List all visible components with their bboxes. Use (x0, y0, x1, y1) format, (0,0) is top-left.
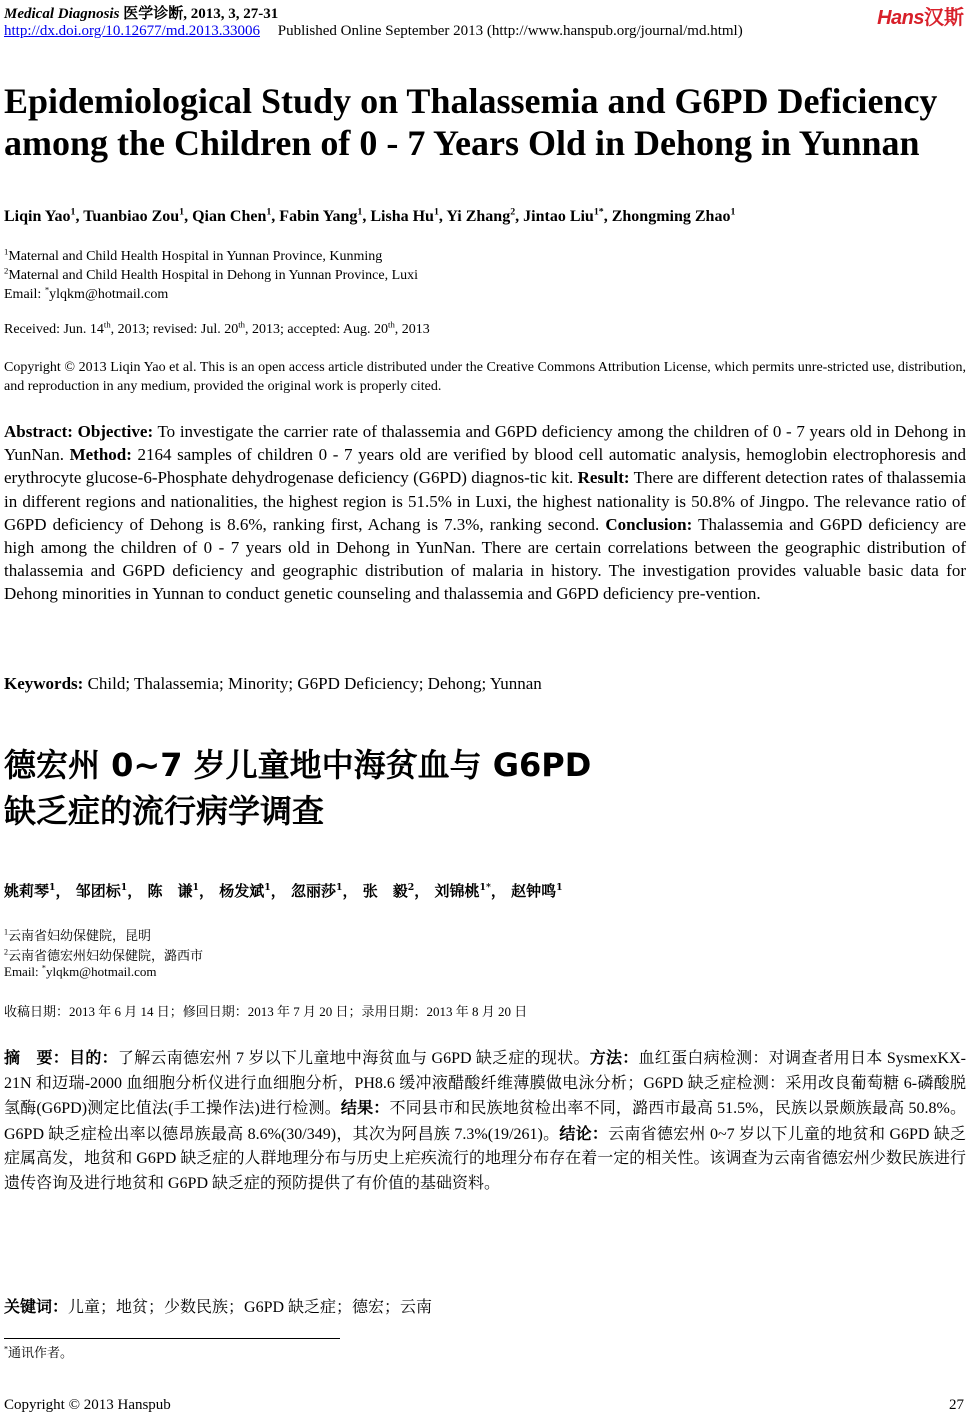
author-cn: 刘锦桃$^{1*}$， (434, 882, 506, 900)
received-dates: Received: Jun. 14th, 2013; revised: Jul. 20th, 2013; accepted: Aug. 20th, 2013 (4, 319, 430, 337)
affiliation-1: $^1$Maternal and Child Health Hospital in Yunnan Province, Kunming (4, 246, 383, 264)
objective-cn-label: 目的： (69, 1048, 118, 1067)
author-cn: 陈 谦$^1$， (147, 882, 215, 900)
author-cn: 张 毅$^2$， (362, 882, 430, 900)
affiliation-2: $^2$Maternal and Child Health Hospital in Dehong in Yunnan Province, Luxi (4, 265, 419, 283)
affiliation-cn-1: $^1$云南省妇幼保健院，昆明 (4, 927, 152, 943)
abstract-en (4, 420, 966, 606)
affiliation-cn-2: $^2$云南省德宏州妇幼保健院，潞西市 (4, 947, 204, 963)
email-en: Email: *ylqkm@hotmail.com (4, 284, 169, 302)
title-cn (4, 742, 591, 834)
author: Tuanbiao Zou$^1$, (83, 206, 193, 225)
author-cn: 忽丽莎$^1$， (291, 882, 358, 900)
email-cn: Email: *ylqkm@hotmail.com (4, 963, 157, 979)
method-cn-label: 方法： (589, 1048, 639, 1067)
objective-label: Objective: (77, 422, 154, 441)
title-cn-line1: 德宏州 0~7 岁儿童地中海贫血与 G6PD (4, 746, 592, 784)
conclusion-label: Conclusion: (605, 514, 693, 534)
author-cn: 邹团标$^1$， (75, 882, 143, 900)
author-cn: 姚莉琴$^1$， (4, 882, 71, 900)
author: Qian Chen$^1$, (192, 206, 280, 225)
dates-cn: 收稿日期：2013 年 6 月 14 日；修回日期：2013 年 7 月 20 日；录用日期：2013 年 8 月 20 日 (4, 1004, 528, 1019)
author: Liqin Yao$^1$, (4, 206, 84, 225)
result-cn-label: 结果： (340, 1098, 390, 1118)
conclusion-text: Thalassemia and G6PD deficiency are high among the children of 0 - 7 years old in Dehong in YunNan. There are certain correlations between the geographic distribution of thalassemia and G6PD deficiency and geographic distribution of malaria in history. The investigation provides valuable basic data for Dehong minorities in Yunnan to conduct genetic counseling and thalassemia and G6PD deficiency pre-vention. (4, 514, 966, 604)
method-label: Method: (69, 445, 132, 465)
title-cn-line2: 缺乏症的流行病学调查 (4, 792, 325, 830)
result-text: There are different detection rates of thalassemia in different regions and nationalities, the highest region is 51.5% in Luxi, the highest nationality is 50.8% of Jingpo. The relevance ratio of G6PD deficiency of Dehong is 8.6%, ranking first, Achang is 7.3%, ranking second. (4, 468, 966, 534)
title-en: Epidemiological Study on Thalassemia and G6PD Deficiency among the Children of 0 - 7 Years Old in Dehong in Yunnan (4, 81, 938, 163)
abstract-cn-label: 摘 要： (4, 1048, 70, 1067)
author-cn: 赵钟鸣$^1$ (511, 882, 563, 900)
author: Fabin Yang$^1$, (279, 206, 371, 225)
published-online: Published Online September 2013 (http://www.hanspub.org/journal/md.html) (277, 23, 743, 39)
logo-text-en: Hans (877, 7, 924, 29)
result-cn-text: 不同县市和民族地贫检出率不同，潞西市最高 51.5%，民族以景颇族最高 50.8%。G6PD 缺乏症检出率以德昂族最高 8.6%(30/349)，其次为阿昌族 7.3%(19/261)。 (4, 1100, 966, 1143)
author-cn: 杨发斌$^1$， (219, 882, 286, 900)
logo-text-cn: 汉斯 (924, 7, 964, 29)
abstract-cn (4, 1046, 966, 1197)
method-cn-text: 血红蛋白病检测：对调查者用日本 SysmexKX-21N 和迈瑞-2000 血细胞分析仪进行血细胞分析，PH8.6 缓冲液醋酸纤维薄膜做电泳分析；G6PD 缺乏症检测：采用改良葡萄糖 6-磷酸脱氢酶(G6PD)测定比值法(手工操作法)进行检测。 (4, 1050, 966, 1118)
authors-en (4, 208, 735, 226)
journal-name-cn: 医学诊断 (123, 6, 184, 22)
hans-logo (877, 1, 964, 29)
conclusion-cn-label: 结论： (559, 1123, 609, 1143)
footer-copyright: Copyright © 2013 Hanspub (4, 1397, 171, 1413)
objective-cn-text: 了解云南德宏州 7 岁以下儿童地中海贫血与 G6PD 缺乏症的现状。 (117, 1050, 590, 1067)
method-text: 2164 samples of children 0 - 7 years old are verified by blood cell automatic analysis, hemoglobin electrophoresis and erythrocyte glucose-6-Phosphate dehydrogenase deficiency (G6PD) diagnos-tic kit. (4, 445, 966, 488)
conclusion-cn-text: 云南省德宏州 0~7 岁以下儿童的地贫和 G6PD 缺乏症属高发，地贫和 G6PD 缺乏症的人群地理分布与历史上疟疾流行的地理分布存在着一定的相关性。该调查为云南省德宏州少数民族进行遗传咨询及进行地贫和 G6PD 缺乏症的预防提供了有价值的基础资料。 (4, 1125, 966, 1192)
page-number: 27 (949, 1397, 964, 1413)
author: Jintao Liu$^{1*}$, (523, 206, 612, 225)
copyright-notice: Copyright © 2013 Liqin Yao et al. This is an open access article distributed under the Creative Commons Attribution License, which permits unre-stricted use, distribution, and reproduction in any medium, provided the original work is properly cited. (4, 360, 966, 394)
author: Lisha Hu$^1$, (370, 206, 447, 225)
citation: , 2013, 3, 27-31 (183, 6, 279, 22)
authors-cn (4, 880, 563, 901)
author: Zhongming Zhao$^1$ (611, 206, 736, 225)
keywords-en: Keywords: Child; Thalassemia; Minority; G6PD Deficiency; Dehong; Yunnan (4, 674, 542, 693)
footnote: *通讯作者。 (4, 1344, 74, 1360)
objective-text: To investigate the carrier rate of thalassemia and G6PD deficiency among the children of 0 - 7 years old in Dehong in YunNan. (4, 422, 966, 465)
keywords-cn: 关键词：儿童；地贫；少数民族；G6PD 缺乏症；德宏；云南 (4, 1297, 433, 1316)
email-address-cn[interactable]: ylqkm@hotmail.com (45, 964, 157, 979)
result-label: Result: (577, 468, 630, 488)
email-address[interactable]: ylqkm@hotmail.com (49, 287, 169, 302)
doi-link[interactable]: http://dx.doi.org/10.12677/md.2013.33006 (4, 23, 260, 39)
running-header (4, 2, 278, 23)
journal-name: Medical Diagnosis (4, 6, 120, 22)
author: Yi Zhang$^2$, (446, 206, 524, 225)
footnote-divider (4, 1338, 340, 1339)
doi-line (4, 23, 743, 40)
abstract-label: Abstract: (4, 422, 73, 441)
